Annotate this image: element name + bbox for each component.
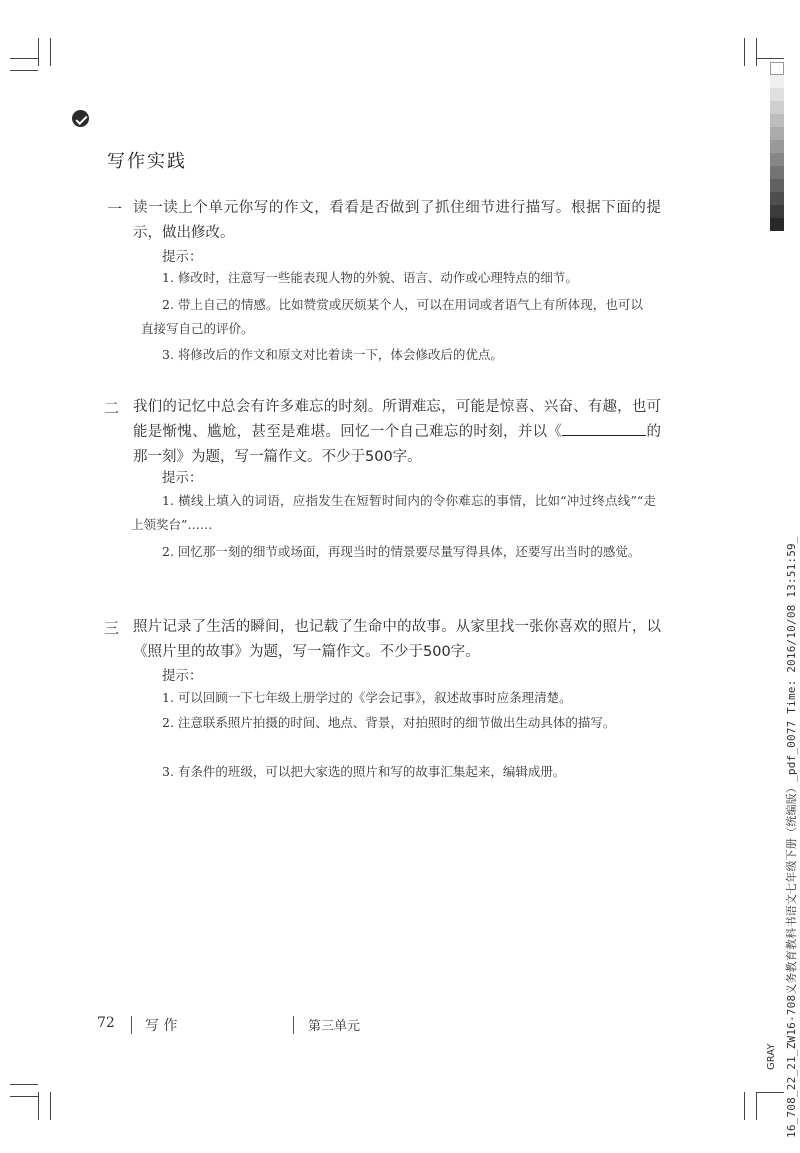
footer-divider [131, 1016, 132, 1034]
footer-section: 写 作 [145, 1018, 178, 1034]
section-logo-icon [72, 110, 89, 127]
section-2-body-after: 的那一刻》为题，写一篇作文。不少于500字。 [133, 424, 662, 465]
section-3-body: 照片记录了生活的瞬间，也记载了生命中的故事。从家里找一张你喜欢的照片，以《照片里的故事》为题，写一篇作文。不少于500字。 [133, 619, 661, 660]
section-3-number: 三 [104, 619, 120, 637]
section-1-number: 一 [107, 200, 123, 218]
section-1-tip-3: 3. 将修改后的作文和原文对比着读一下，体会修改后的优点。 [162, 347, 503, 362]
gray-label: GRAY [766, 1043, 777, 1070]
section-1-body: 读一读上个单元你写的作文，看看是否做到了抓住细节进行描写。根据下面的提示，做出修改。 [133, 200, 661, 241]
page-number: 72 [97, 1015, 115, 1031]
section-1-tip-1: 1. 修改时，注意写一些能表现人物的外貌、语言、动作或心理特点的细节。 [162, 270, 578, 285]
crop-mark [50, 1092, 51, 1120]
crop-mark [10, 1096, 38, 1097]
fill-in-blank [562, 421, 646, 436]
section-2-body-before: 我们的记忆中总会有许多难忘的时刻。所谓难忘，可能是惊喜、兴奋、有趣，也可能是惭愧、尴尬，甚至是难堪。回忆一个自己难忘的时刻，并以《 [133, 399, 661, 440]
section-2-tip-label: 提示： [162, 470, 203, 486]
footer-divider [293, 1016, 294, 1034]
page-title: 写作实践 [107, 151, 187, 172]
section-3-tip-3: 3. 有条件的班级，可以把大家选的照片和写的故事汇集起来，编辑成册。 [162, 764, 566, 779]
section-2-tip-1: 1. 横线上填入的词语，应指发生在短暂时间内的令你难忘的事情，比如“冲过终点线”“走上领奖台”…… [131, 493, 656, 532]
crop-mark [756, 38, 757, 66]
crop-mark [38, 1092, 39, 1120]
crop-mark [10, 70, 38, 71]
print-info-vertical: 16_708_22_21_ZW16-708义务教育教科书语文七年级下册（统编版）_pdf_0077 Time: 2016/10/08 13:51:59_ [785, 536, 798, 1138]
crop-mark [756, 1092, 784, 1093]
crop-mark [38, 38, 39, 66]
section-3-tip-1: 1. 可以回顾一下七年级上册学过的《学会记事》，叙述故事时应条理清楚。 [162, 690, 572, 705]
section-1-tip-2: 2. 带上自己的情感。比如赞赏或厌烦某个人，可以在用词或者语气上有所体现，也可以直接写自己的评价。 [141, 297, 643, 336]
section-1-tip-label: 提示： [162, 249, 203, 265]
grayscale-calibration-strip [770, 62, 784, 231]
crop-mark [756, 1092, 757, 1120]
crop-mark [10, 1084, 38, 1085]
section-2-number: 二 [104, 399, 120, 417]
section-3-tip-label: 提示： [162, 668, 203, 684]
crop-mark [756, 58, 784, 59]
crop-mark [744, 38, 745, 66]
crop-mark [10, 58, 38, 59]
section-2-tip-2: 2. 回忆那一刻的细节或场面，再现当时的情景要尽量写得具体，还要写出当时的感觉。 [162, 544, 641, 559]
crop-mark [50, 38, 51, 66]
section-3-tip-2: 2. 注意联系照片拍摄的时间、地点、背景，对拍照时的细节做出生动具体的描写。 [162, 715, 616, 730]
section-2-body [133, 395, 661, 470]
footer-unit: 第三单元 [308, 1019, 361, 1034]
crop-mark [744, 1092, 745, 1120]
